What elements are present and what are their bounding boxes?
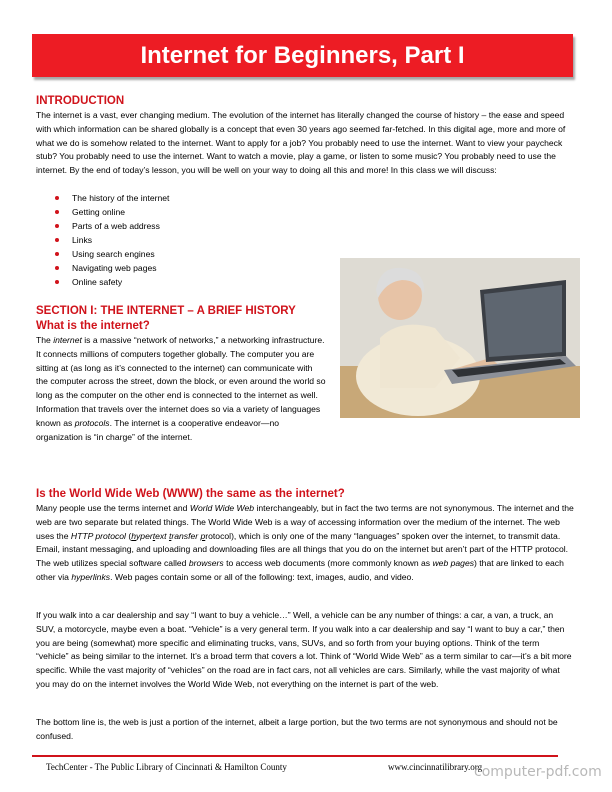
www-heading: Is the World Wide Web (WWW) the same as the internet? bbox=[36, 488, 345, 500]
text-run: Many people use the terms internet and bbox=[36, 503, 190, 513]
text-run: ransfer bbox=[171, 530, 201, 541]
list-item: Parts of a web address bbox=[52, 219, 169, 233]
internet-definition-paragraph bbox=[36, 334, 326, 444]
text-run: ( bbox=[125, 530, 132, 541]
list-item: Online safety bbox=[52, 275, 169, 289]
watermark: computer-pdf.com bbox=[474, 764, 602, 780]
underlined-letter: t bbox=[152, 530, 156, 541]
text-run: . Web pages contain some or all of the following: text, images, audio, and video. bbox=[110, 571, 414, 582]
intro-heading: INTRODUCTION bbox=[36, 95, 125, 107]
topics-list bbox=[52, 191, 169, 289]
term-internet: internet bbox=[53, 335, 82, 345]
text-run: to access web documents (more commonly known as bbox=[223, 558, 433, 569]
term-browsers: browsers bbox=[188, 558, 224, 569]
term-protocols: protocols bbox=[74, 417, 110, 428]
woman-laptop-photo bbox=[340, 258, 580, 418]
term-hyperlinks: hyperlinks bbox=[71, 571, 111, 582]
text-run: interchangeably, but in fact the two terms are not synonymous. The internet and the web are two separate but related things. The World Wide Web is a way of accessing information over the medium of the internet. The web uses the bbox=[36, 503, 574, 541]
term-http-protocol: HTTP protocol bbox=[70, 530, 126, 541]
term-world-wide-web: World Wide Web bbox=[189, 503, 255, 513]
term-web-pages: web pages bbox=[432, 558, 475, 569]
text-run: The bbox=[36, 335, 54, 345]
page-title: Internet for Beginners, Part I bbox=[140, 42, 465, 69]
section1-heading: SECTION I: THE INTERNET – A BRIEF HISTORY bbox=[36, 305, 296, 317]
list-item: Using search engines bbox=[52, 247, 169, 261]
www-paragraph-3: The bottom line is, the web is just a portion of the internet, albeit a large portion, but the two terms are not synonymous and should not be confused. bbox=[36, 717, 558, 741]
text-run: rotocol), which is only one of the many “languages” spoken over the internet, to transmit data. Email, instant messaging, and uploading and downloading files are all things that you do on the internet but aren’t part of the HTTP protocol. The web utilizes special software called bbox=[36, 530, 569, 569]
title-banner bbox=[32, 34, 573, 77]
underlined-letter: t bbox=[168, 530, 172, 541]
underlined-letter: p bbox=[200, 530, 206, 541]
what-is-internet-heading: What is the internet? bbox=[36, 320, 150, 332]
list-item: The history of the internet bbox=[52, 191, 169, 205]
list-item: Getting online bbox=[52, 205, 169, 219]
footer-url: www.cincinnatilibrary.org bbox=[388, 762, 483, 772]
text-run: ext bbox=[155, 530, 169, 541]
underlined-letter: h bbox=[131, 530, 136, 541]
text-run: . The internet is a cooperative endeavor—no organization is “in charge” of the internet. bbox=[36, 417, 280, 442]
www-paragraph-2: If you walk into a car dealership and say “I want to buy a vehicle…” Well, a vehicle can be any number of things: a car, a van, a truck, an SUV, a motorcycle, maybe even a boat. “Vehicle” is a very general term. If you walk into a car dealership and say “I want to buy a car,” then you are being (somewhat) more specific and eliminating trucks, vans, SUVs, and so forth from your buying options. Think of the term “vehicle” as being similar to the internet. It’s a broad term that covers a lot. Think of “World Wide Web” as a term similar to car—it’s a bit more specific. While the vast majority of “vehicles” on the road are in fact cars, not all vehicles are cars. Similarly, while the vast majority of what you may do on the internet involves the World Wide Web, not everything on the internet is part of the web. bbox=[36, 610, 572, 689]
photo-illustration bbox=[340, 258, 580, 418]
list-item: Links bbox=[52, 233, 169, 247]
text-run: is a massive “network of networks,” a networking infrastructure. It connects millions of computers together globally. The computer you are sitting at (as long as it’s connected to the internet) can communicate with the computer across the street, down the block, or even around the world so long as the computer on the other end is connected to the internet as well. Information that travels over the internet does so via a variety of languages known as bbox=[36, 335, 326, 428]
intro-paragraph: The internet is a vast, ever changing medium. The evolution of the internet has literally changed the course of history – the ease and speed with which information can be shared globally is a concept that even 30 years ago seemed far-fetched. In this digital age, more and more of what we do is somehow related to the internet. Want to apply for a job? You probably need to use the internet. Want to view your paycheck stub? You probably need to use the internet. Want to watch a movie, play a game, or listen to some music? You probably need to use the internet. By the end of today’s lesson, you will be well on your way to doing all this and more! In this class we will discuss: bbox=[36, 110, 566, 176]
text-run: yper bbox=[136, 530, 153, 541]
text-run: ) that are linked to each other via bbox=[36, 558, 564, 582]
footer-divider bbox=[32, 755, 558, 757]
www-paragraph-1 bbox=[36, 502, 574, 585]
list-item: Navigating web pages bbox=[52, 261, 169, 275]
footer-library-name: TechCenter - The Public Library of Cincinnati & Hamilton County bbox=[46, 762, 287, 772]
